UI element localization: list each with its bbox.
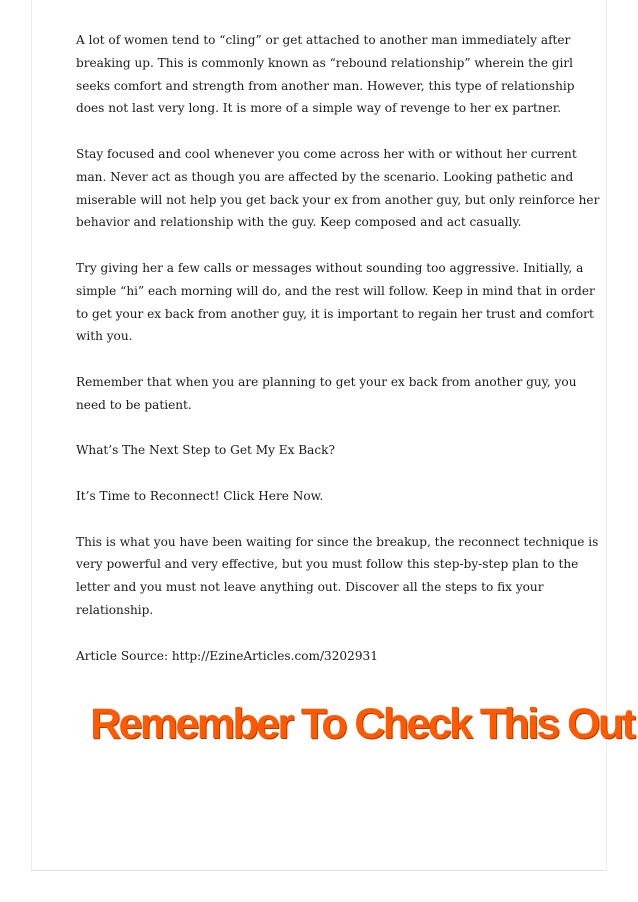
text-line: very powerful and very effective, but you must follow this step-by-step plan to the: [76, 557, 579, 572]
paragraph-rebound: [76, 29, 575, 120]
text-line: Remember that when you are planning to get your ex back from another guy, you: [76, 374, 577, 389]
text-line: It’s Time to Reconnect! Click Here Now.: [76, 488, 324, 503]
text-line: does not last very long. It is more of a simple way of revenge to her ex partner.: [76, 101, 562, 116]
text-line: Stay focused and cool whenever you come across her with or without her current: [76, 146, 577, 161]
paragraph-reconnect: [76, 485, 566, 508]
paragraph-technique: [76, 531, 599, 622]
paragraph-next-step: [76, 439, 566, 462]
article-body: [76, 29, 600, 690]
text-line: seeks comfort and strength from another man. However, this type of relationship: [76, 78, 575, 93]
text-line: Try giving her a few calls or messages without sounding too aggressive. Initially, a: [76, 260, 584, 275]
text-line: breaking up. This is commonly known as “rebound relationship” wherein the girl: [76, 55, 574, 70]
text-line: with you.: [76, 329, 133, 344]
text-line: This is what you have been waiting for since the breakup, the reconnect technique is: [76, 534, 599, 549]
paragraph-stay-focused: [76, 143, 600, 234]
text-line: man. Never act as though you are affected by the scenario. Looking pathetic and: [76, 169, 574, 184]
text-line: letter and you must not leave anything out. Discover all the steps to fix your: [76, 580, 544, 595]
promo-link[interactable]: Remember To Check This Out: [90, 700, 634, 748]
text-line: What’s The Next Step to Get My Ex Back?: [76, 443, 335, 458]
text-line: miserable will not help you get back your ex from another guy, but only reinforce her: [76, 192, 600, 207]
paragraph-patience: [76, 371, 577, 417]
text-line: simple “hi” each morning will do, and the rest will follow. Keep in mind that in order: [76, 283, 595, 298]
text-line: to get your ex back from another guy, it is important to regain her trust and comfort: [76, 306, 594, 321]
paragraph-article-source: [76, 645, 566, 668]
text-line: A lot of women tend to “cling” or get attached to another man immediately after: [76, 33, 571, 47]
text-line: relationship.: [76, 602, 154, 617]
text-line: behavior and relationship with the guy. Keep composed and act casually.: [76, 215, 522, 230]
paragraph-calls: [76, 257, 595, 348]
text-line: need to be patient.: [76, 397, 192, 412]
article-source: Article Source: http://EzineArticles.com/3202931: [76, 648, 378, 663]
